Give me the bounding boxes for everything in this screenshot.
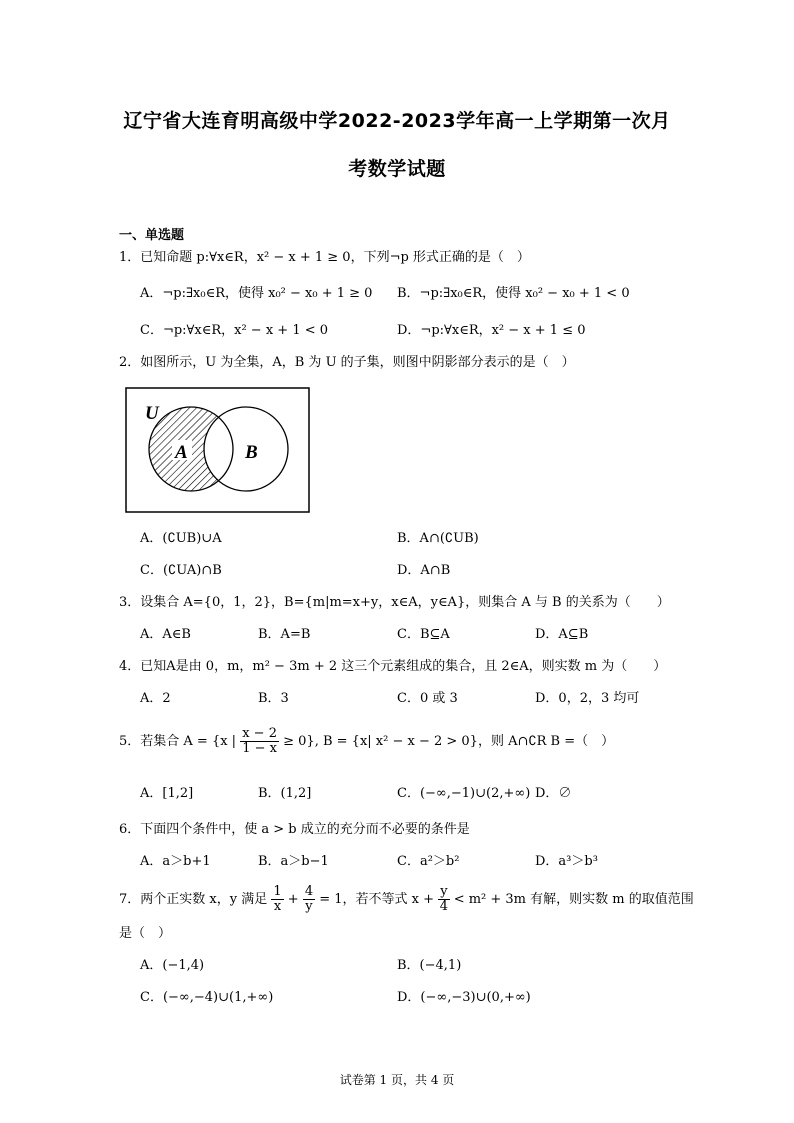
question-7-option-b: B．(−4,1) [397, 958, 462, 973]
question-7-option-a: A．(−1,4) [140, 958, 205, 973]
question-7-option-d: D．(−∞,−3)∪(0,+∞) [397, 990, 531, 1005]
question-5-denominator: 1 − x [242, 741, 277, 756]
question-7-stem-line2: 是（ ） [119, 926, 172, 941]
question-3-option-b: B．A=B [258, 627, 311, 642]
venn-diagram [125, 387, 310, 513]
question-3-option-d: D．A⊆B [535, 627, 589, 642]
page-footer: 试卷第 1 页，共 4 页 [339, 1073, 455, 1087]
question-6-stem: 6．下面四个条件中，使 a > b 成立的充分而不必要的条件是 [119, 822, 470, 837]
question-2-option-a: A．(∁UB)∪A [140, 531, 222, 546]
question-5-option-c: C．(−∞,−1)∪(2,+∞) [397, 786, 531, 801]
question-4-option-d: D．0，2，3 均可 [535, 691, 640, 706]
question-2-option-c: C．(∁UA)∩B [140, 563, 222, 578]
question-2-option-b: B．A∩(∁UB) [397, 531, 479, 546]
question-5-suffix: ≥ 0}, B = {x| x² − x − 2 > 0}，则 A∩∁R B =（ ） [283, 734, 615, 749]
question-5-option-d: D．∅ [535, 786, 572, 801]
question-1-option-d: D．¬p:∀x∈R，x² − x + 1 ≤ 0 [397, 323, 586, 338]
page-title-line1: 辽宁省大连育明高级中学2022-2023学年高一上学期第一次月 [123, 110, 671, 132]
question-2-stem: 2．如图所示，U 为全集，A，B 为 U 的子集，则图中阴影部分表示的是（ ） [119, 355, 575, 370]
question-7-fraction-1-den: x [273, 899, 282, 914]
question-7-fraction-2-den: y [305, 899, 313, 914]
question-6-option-a: A．a＞b+1 [140, 854, 211, 869]
question-1-option-a: A．¬p:∃x₀∈R，使得 x₀² − x₀ + 1 ≥ 0 [140, 286, 373, 301]
question-5-stem [119, 726, 614, 758]
question-4-stem: 4．已知A是由 0，m，m² − 3m + 2 这三个元素组成的集合，且 2∈A，则实数 m 为（ ） [119, 659, 667, 674]
question-3-stem: 3．设集合 A={0，1，2}，B={m|m=x+y，x∈A，y∈A}，则集合 A 与 B 的关系为（ ） [119, 595, 670, 610]
question-2-option-d: D．A∩B [397, 563, 451, 578]
question-7-stem-b: = 1，若不等式 x + [319, 892, 435, 907]
venn-label-b: B [245, 442, 258, 463]
question-7-fraction-1 [271, 885, 283, 914]
question-1-option-b: B．¬p:∃x₀∈R，使得 x₀² − x₀ + 1 < 0 [397, 286, 630, 301]
venn-label-a: A [175, 442, 188, 463]
question-6-option-c: C．a²＞b² [397, 854, 460, 869]
question-7-stem-a: 7．两个正实数 x，y 满足 [119, 892, 268, 907]
question-7-fraction-3-den: 4 [439, 899, 448, 914]
question-3-option-c: C．B⊆A [397, 627, 450, 642]
question-5-fraction [240, 727, 279, 756]
question-4-option-a: A．2 [140, 691, 171, 706]
question-4-option-b: B．3 [258, 691, 289, 706]
question-7-stem-c: < m² + 3m 有解，则实数 m 的取值范围 [453, 892, 694, 907]
question-6-option-d: D．a³＞b³ [535, 854, 598, 869]
question-5-prefix: 5．若集合 A = {x | [119, 734, 237, 749]
section-heading: 一、单选题 [119, 228, 185, 243]
page-title-line2: 考数学试题 [348, 158, 446, 180]
question-6-option-b: B．a＞b−1 [258, 854, 329, 869]
question-5-numerator: x − 2 [242, 726, 277, 741]
question-1-stem: 1．已知命题 p:∀x∈R，x² − x + 1 ≥ 0，下列¬p 形式正确的是（ ） [119, 250, 530, 265]
question-4-option-c: C．0 或 3 [397, 691, 458, 706]
question-3-option-a: A．A∈B [140, 627, 191, 642]
question-7-option-c: C．(−∞,−4)∪(1,+∞) [140, 990, 274, 1005]
question-1-option-c: C．¬p:∀x∈R，x² − x + 1 < 0 [140, 323, 329, 338]
question-7-fraction-3-num: y [440, 884, 448, 899]
question-7-fraction-2-num: 4 [304, 884, 314, 899]
question-7-plus: + [287, 892, 299, 907]
question-5-option-b: B．(1,2] [258, 786, 312, 801]
question-7-fraction-1-num: 1 [273, 884, 282, 899]
question-5-option-a: A．[1,2] [140, 786, 194, 801]
question-7-stem [119, 884, 694, 916]
question-7-fraction-2 [303, 885, 315, 914]
question-7-fraction-3 [438, 885, 449, 914]
venn-label-u: U [145, 403, 159, 424]
